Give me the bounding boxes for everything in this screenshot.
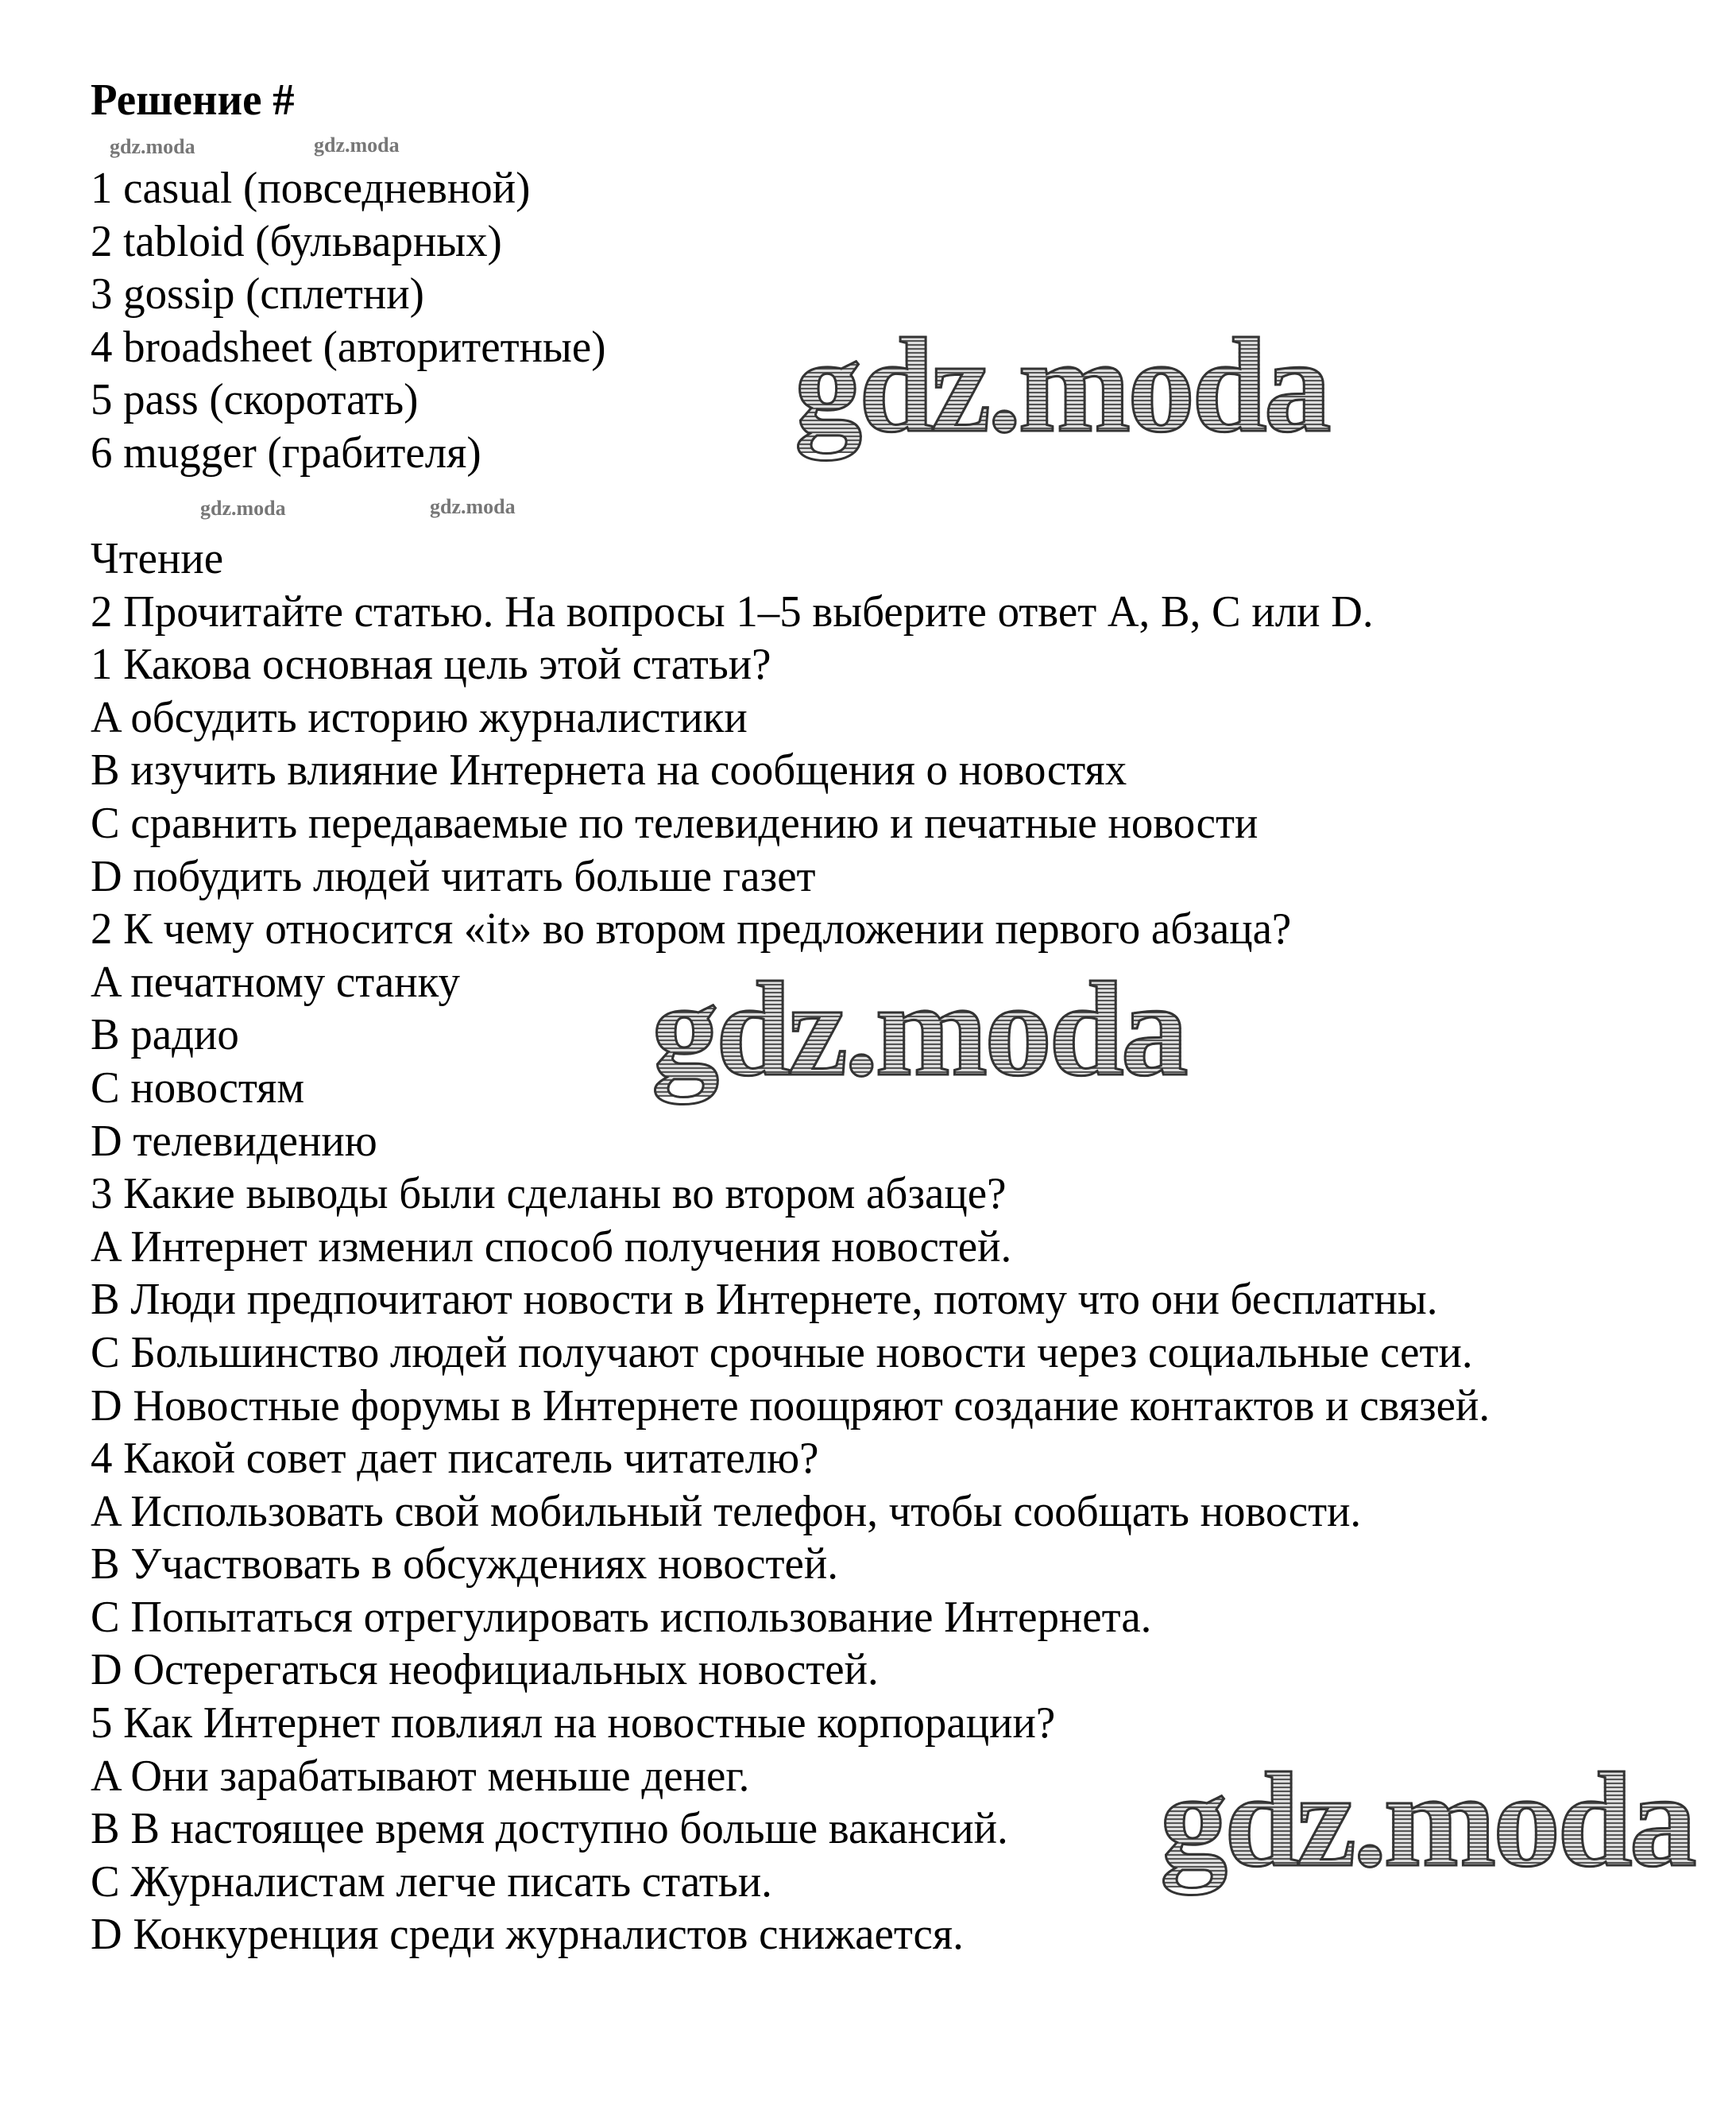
reading-line: C Большинство людей получают срочные новости через социальные сети.	[91, 1327, 1473, 1377]
reading-line: 4 Какой совет дает писатель читателю?	[91, 1434, 819, 1484]
reading-line: C сравнить передаваемые по телевидению и печатные новости	[91, 798, 1259, 848]
answer-item: 3 gossip (сплетни)	[91, 269, 424, 319]
reading-line: B В настоящее время доступно больше вакансий.	[91, 1804, 1008, 1854]
solution-header	[91, 74, 299, 127]
reading-line: D Конкуренция среди журналистов снижается.	[91, 1910, 964, 1960]
reading-line: A Они зарабатывают меньше денег.	[91, 1751, 750, 1801]
reading-line: D побудить людей читать больше газет	[91, 851, 816, 901]
reading-line: C новостям	[91, 1063, 305, 1113]
reading-line: 2 К чему относится «it» во втором предложении первого абзаца?	[91, 904, 1292, 954]
reading-line: 3 Какие выводы были сделаны во втором абзаце?	[91, 1169, 1007, 1219]
reading-line: B изучить влияние Интернета на сообщения о новостях	[91, 745, 1127, 796]
reading-line: C Журналистам легче писать статьи.	[91, 1856, 772, 1907]
reading-line: C Попытаться отрегулировать использование Интернета.	[91, 1592, 1152, 1642]
reading-line: D Остерегаться неофициальных новостей.	[91, 1645, 879, 1695]
reading-line: B Участвовать в обсуждениях новостей.	[91, 1539, 838, 1589]
reading-line: B радио	[91, 1010, 239, 1060]
reading-line: B Люди предпочитают новости в Интернете, потому что они бесплатны.	[91, 1275, 1438, 1325]
watermark-logo: gdz.moda	[795, 311, 1328, 460]
watermark-logo: gdz.moda	[1160, 1745, 1694, 1895]
reading-line: 2 Прочитайте статью. На вопросы 1–5 выберите ответ A, B, C или D.	[91, 587, 1374, 637]
answer-item: 4 broadsheet (авторитетные)	[91, 322, 606, 372]
watermark-small: gdz.moda	[200, 497, 286, 520]
reading-line: A Интернет изменил способ получения новостей.	[91, 1221, 1012, 1272]
page-title: Решение #	[91, 75, 295, 125]
answers-list	[91, 162, 617, 480]
watermark-small: gdz.moda	[430, 495, 516, 518]
reading-line: 1 Какова основная цель этой статьи?	[91, 640, 771, 690]
reading-line: D телевидению	[91, 1116, 377, 1166]
answer-item: 6 mugger (грабителя)	[91, 428, 481, 478]
reading-line: A обсудить историю журналистики	[91, 692, 748, 742]
answer-item: 1 casual (повседневной)	[91, 164, 531, 213]
watermark-logo: gdz.moda	[651, 954, 1185, 1104]
reading-line: A печатному станку	[91, 957, 460, 1007]
section-heading: Чтение	[91, 534, 224, 583]
answer-item: 2 tabloid (бульварных)	[91, 216, 502, 266]
reading-line: 5 Как Интернет повлиял на новостные корпорации?	[91, 1698, 1056, 1748]
watermark-small: gdz.moda	[110, 135, 195, 158]
watermark-small: gdz.moda	[314, 134, 400, 157]
reading-line: D Новостные форумы в Интернете поощряют создание контактов и связей.	[91, 1380, 1490, 1431]
reading-line: A Использовать свой мобильный телефон, чтобы сообщать новости.	[91, 1486, 1362, 1536]
answer-item: 5 pass (скоротать)	[91, 375, 419, 425]
